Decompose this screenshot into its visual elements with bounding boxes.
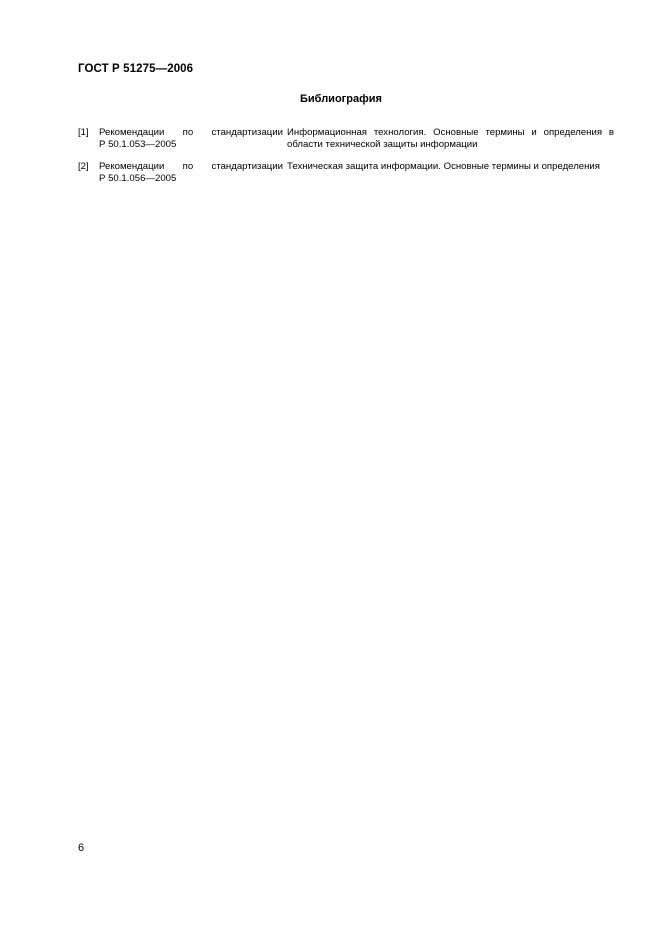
entry-document-id: Р 50.1.053—2005 [99, 139, 177, 150]
page-number: 6 [78, 842, 85, 854]
entry-document [99, 161, 283, 185]
bibliography-list [78, 127, 614, 195]
entry-document-type: Рекомендации по стандартизации [99, 161, 283, 172]
document-code: ГОСТ Р 51275—2006 [78, 63, 194, 75]
entry-title: Информационная технология. Основные термины и определения в области технической защиты информации [287, 127, 614, 150]
entry-number: [2] [78, 161, 89, 172]
entry-document-type: Рекомендации по стандартизации [99, 127, 283, 138]
bibliography-entry [78, 127, 614, 161]
section-title: Библиография [300, 93, 382, 105]
bibliography-entry [78, 161, 614, 195]
entry-title: Техническая защита информации. Основные термины и определения [287, 161, 600, 172]
entry-document-id: Р 50.1.056—2005 [99, 173, 177, 184]
entry-number: [1] [78, 127, 89, 138]
entry-document [99, 127, 283, 151]
